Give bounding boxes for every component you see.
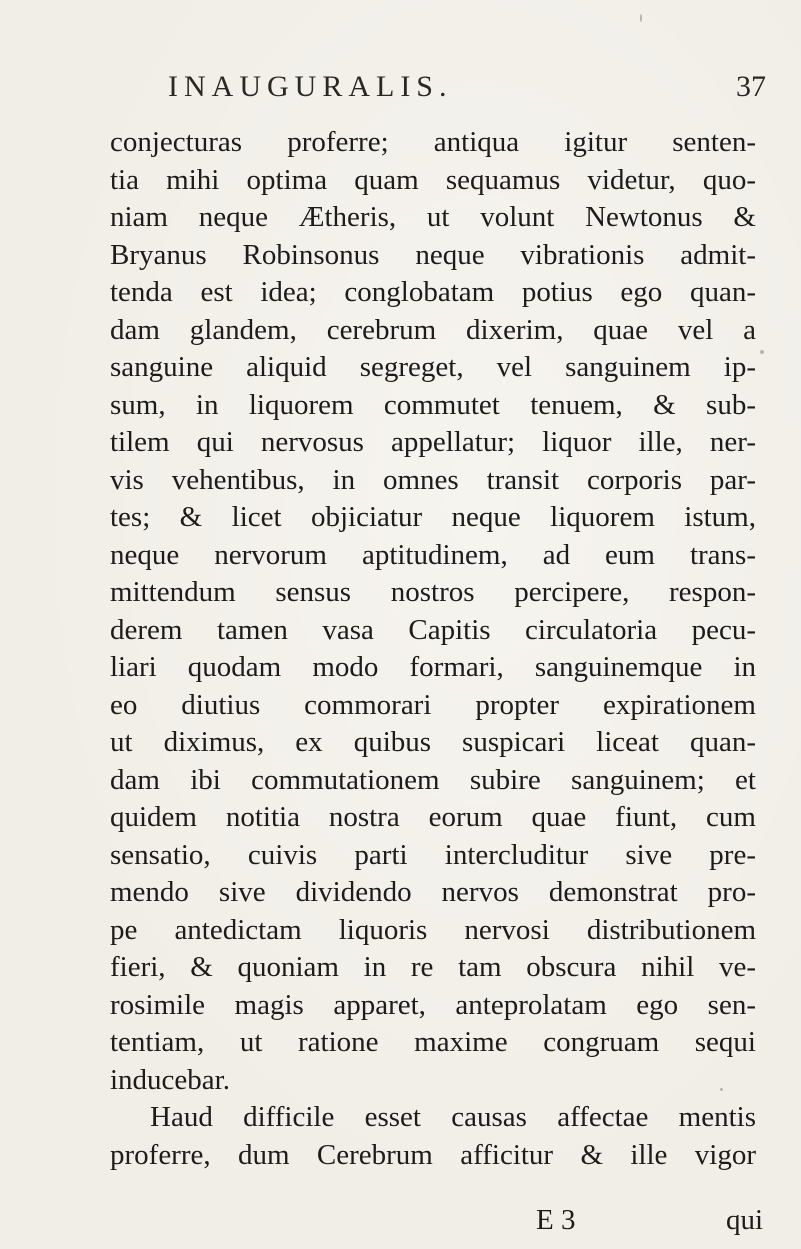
text-line: mittendum sensus nostros percipere, respon- <box>110 576 756 608</box>
text-line: sanguine aliquid segreget, vel sanguinem ip- <box>110 351 756 383</box>
text-line: mendo sive dividendo nervos demonstrat pro- <box>110 876 756 908</box>
text-line: eo diutius commorari propter expirationem <box>110 688 756 721</box>
paper-speck <box>720 1088 723 1091</box>
text-line: inducebar. <box>110 1063 230 1096</box>
text-line: derem tamen vasa Capitis circulatoria pecu- <box>110 613 756 646</box>
text-line: conjecturas proferre; antiqua igitur senten- <box>110 126 756 158</box>
text-line: neque nervorum aptitudinem, ad eum trans- <box>110 538 756 571</box>
paper-speck <box>640 14 642 22</box>
text-line: liari quodam modo formari, sanguinemque in <box>110 651 756 683</box>
catchword: qui <box>726 1204 764 1236</box>
text-line: dam glandem, cerebrum dixerim, quae vel a <box>110 313 756 346</box>
text-line: sensatio, cuivis parti intercluditur sive pre- <box>110 838 756 871</box>
text-line: pe antedictam liquoris nervosi distributionem <box>110 913 756 946</box>
text-line: tes; & licet objiciatur neque liquorem istum, <box>110 501 756 533</box>
text-line: tentiam, ut ratione maxime congruam sequi <box>110 1026 756 1058</box>
running-title: INAUGURALIS. <box>168 70 453 103</box>
paper-speck <box>760 350 764 354</box>
text-line: Bryanus Robinsonus neque vibrationis admit- <box>110 238 756 271</box>
text-line: sum, in liquorem commutet tenuem, & sub- <box>110 388 756 421</box>
text-line: vis vehentibus, in omnes transit corporis par- <box>110 463 756 496</box>
page-number: 37 <box>736 70 766 103</box>
text-line: tenda est idea; conglobatam potius ego quan- <box>110 276 756 308</box>
text-line: rosimile magis apparet, anteprolatam ego sen- <box>110 988 756 1021</box>
text-line: tia mihi optima quam sequamus videtur, quo- <box>110 163 756 196</box>
page-footer <box>0 1204 801 1244</box>
text-line: quidem notitia nostra eorum quae fiunt, cum <box>110 801 756 833</box>
text-line: Haud difficile esset causas affectae mentis <box>150 1101 756 1133</box>
text-line: tilem qui nervosus appellatur; liquor ille, ner- <box>110 426 756 458</box>
text-line: fieri, & quoniam in re tam obscura nihil ve- <box>110 951 756 983</box>
signature-mark: E 3 <box>536 1204 576 1236</box>
text-line: ut diximus, ex quibus suspicari liceat quan- <box>110 726 756 758</box>
text-line: dam ibi commutationem subire sanguinem; et <box>110 763 756 796</box>
text-line: proferre, dum Cerebrum afficitur & ille vigor <box>110 1138 756 1171</box>
text-line: niam neque Ætheris, ut volunt Newtonus & <box>110 201 756 233</box>
